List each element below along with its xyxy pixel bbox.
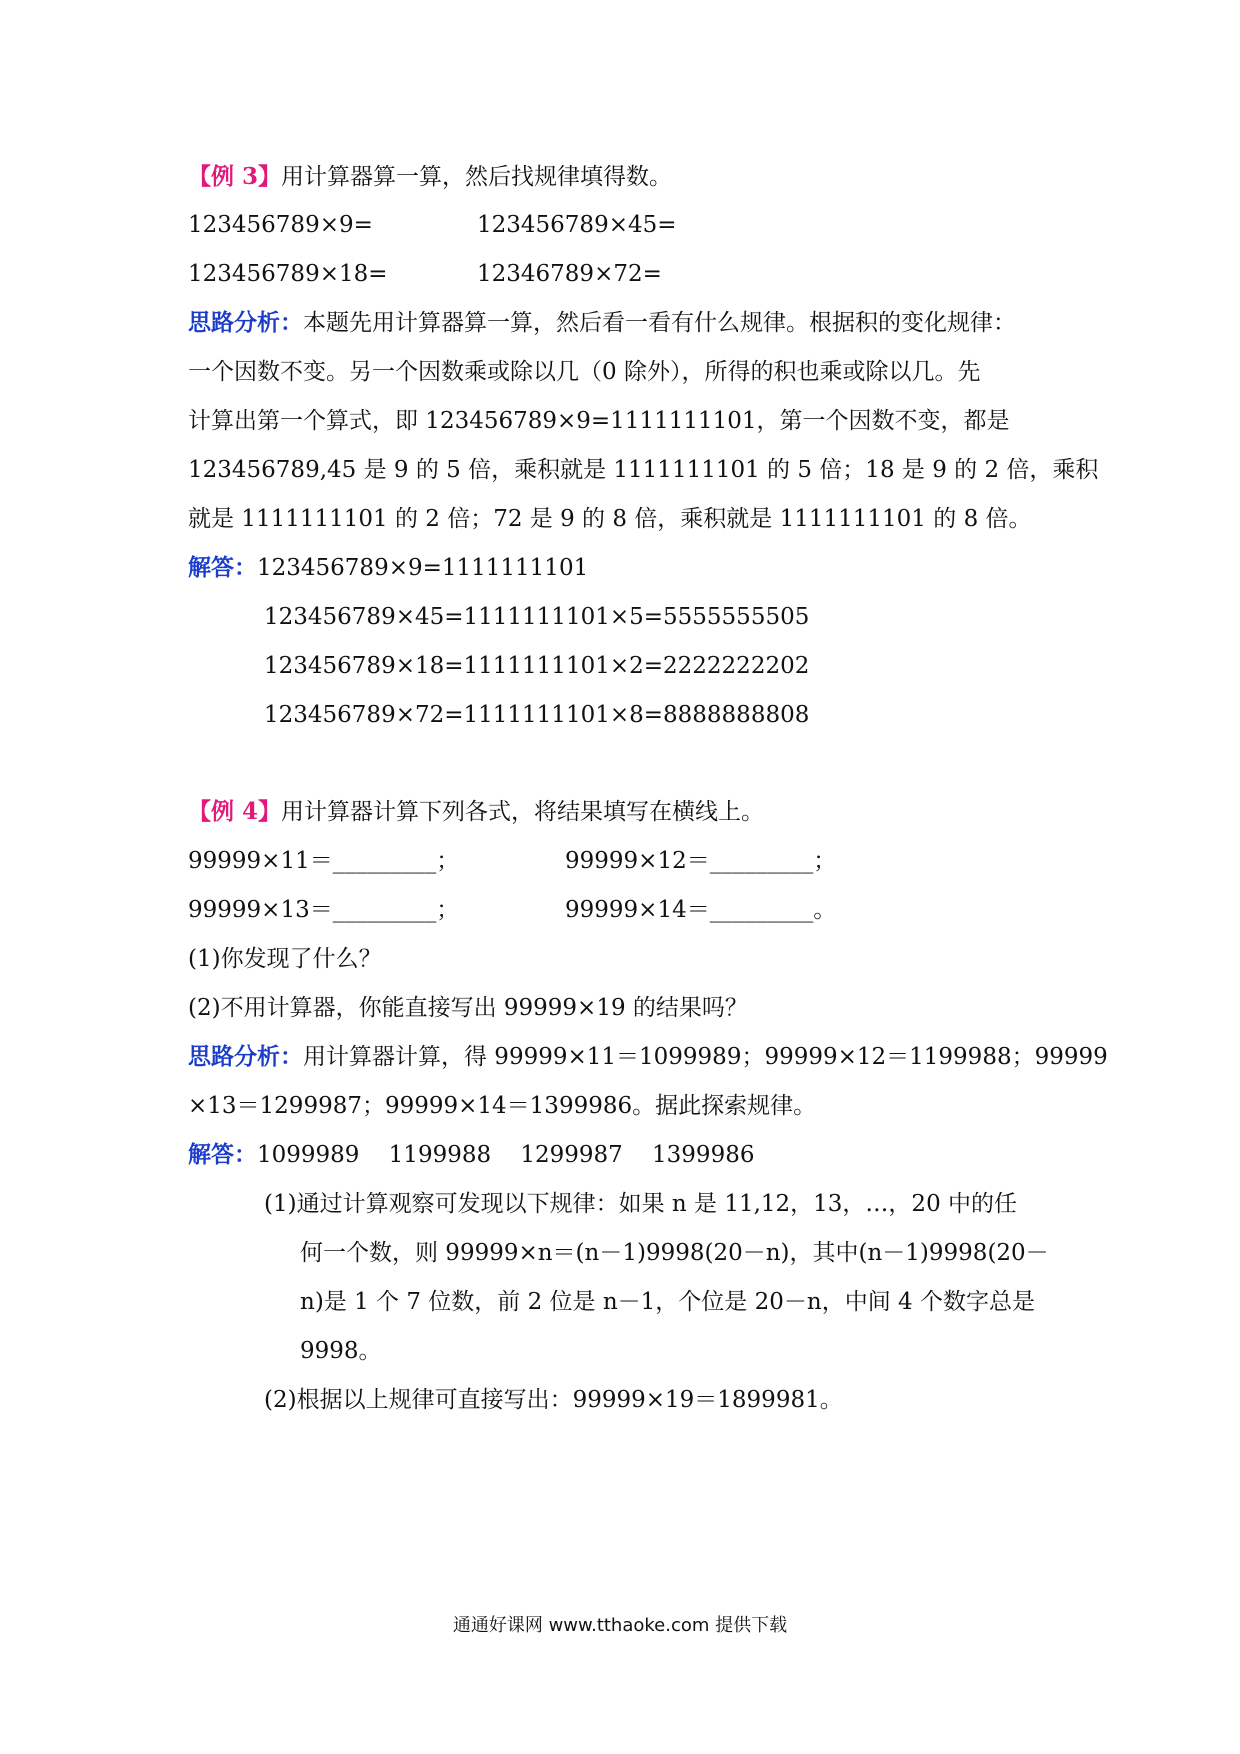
analysis-label: 思路分析： bbox=[188, 309, 303, 336]
example-3-equation-3: 123456789×18= bbox=[188, 261, 388, 287]
example-4-equation-2: 99999×12＝_________； bbox=[565, 848, 837, 874]
analysis-text: 用计算器计算，得 99999×11＝1099989；99999×12＝1199988；99999 bbox=[303, 1044, 1108, 1070]
example-3-analysis-line-3: 计算出第一个算式，即 123456789×9=1111111101，第一个因数不变，都是 bbox=[188, 408, 1010, 434]
example-3-heading bbox=[188, 162, 672, 192]
example-4-heading bbox=[188, 797, 764, 827]
example-4-equation-1: 99999×11＝_________； bbox=[188, 848, 460, 874]
example-4-analysis-line-2: ×13＝1299987；99999×14＝1399986。据此探索规律。 bbox=[188, 1093, 817, 1119]
example-3-answer-line-3: 123456789×18=1111111101×2=2222222202 bbox=[264, 653, 810, 679]
example-4-question-1: (1)你发现了什么？ bbox=[188, 946, 382, 972]
example-3-analysis-line-4: 123456789,45 是 9 的 5 倍，乘积就是 1111111101 的 5 倍；18 是 9 的 2 倍，乘积 bbox=[188, 457, 1099, 483]
example-4-tag: 【例 4】 bbox=[188, 798, 282, 825]
example-3-analysis-line-2: 一个因数不变。另一个因数乘或除以几（0 除外），所得的积也乘或除以几。先 bbox=[188, 359, 981, 385]
example-4-equation-3: 99999×13＝_________； bbox=[188, 897, 460, 923]
example-3-title: 用计算器算一算，然后找规律填得数。 bbox=[281, 164, 673, 190]
example-3-equation-2: 123456789×45= bbox=[477, 212, 677, 238]
example-3-answer-line-1 bbox=[188, 553, 588, 583]
page-footer: 通通好课网 www.tthaoke.com 提供下载 bbox=[452, 1615, 788, 1636]
example-4-answer-part1-line-3: n)是 1 个 7 位数，前 2 位是 n－1，个位是 20－n，中间 4 个数字总是 bbox=[300, 1289, 1035, 1315]
example-3-analysis-line-5: 就是 1111111101 的 2 倍；72 是 9 的 8 倍，乘积就是 1111111101 的 8 倍。 bbox=[188, 506, 1032, 532]
example-3-equation-1: 123456789×9= bbox=[188, 212, 373, 238]
example-3-answer-line-4: 123456789×72=1111111101×8=8888888808 bbox=[264, 702, 810, 728]
analysis-label: 思路分析： bbox=[188, 1043, 303, 1070]
answer-label: 解答： bbox=[188, 554, 257, 581]
example-4-answer-part2: (2)根据以上规律可直接写出：99999×19＝1899981。 bbox=[264, 1387, 843, 1413]
example-4-answer-part1-line-2: 何一个数，则 99999×n＝(n－1)9998(20－n)，其中(n－1)9998(20－ bbox=[300, 1240, 1049, 1266]
example-4-answer-part1-line-4: 9998。 bbox=[300, 1338, 382, 1364]
answer-label: 解答： bbox=[188, 1141, 257, 1168]
example-4-question-2: (2)不用计算器，你能直接写出 99999×19 的结果吗？ bbox=[188, 995, 748, 1021]
analysis-text: 本题先用计算器算一算，然后看一看有什么规律。根据积的变化规律： bbox=[303, 310, 1016, 336]
example-4-answer-line bbox=[188, 1140, 754, 1170]
example-3-analysis-line-1 bbox=[188, 308, 1016, 338]
answer-text: 123456789×9=1111111101 bbox=[257, 555, 589, 581]
example-4-equation-4: 99999×14＝_________。 bbox=[565, 897, 837, 923]
example-3-answer-line-2: 123456789×45=1111111101×5=5555555505 bbox=[264, 604, 810, 630]
example-3-equation-4: 12346789×72= bbox=[477, 261, 662, 287]
example-4-answer-part1-line-1: (1)通过计算观察可发现以下规律：如果 n 是 11,12，13，…，20 中的任 bbox=[264, 1191, 1018, 1217]
example-3-tag: 【例 3】 bbox=[188, 163, 282, 190]
answer-text: 1099989 1199988 1299987 1399986 bbox=[257, 1142, 755, 1168]
example-4-analysis-line-1 bbox=[188, 1042, 1108, 1072]
example-4-title: 用计算器计算下列各式，将结果填写在横线上。 bbox=[281, 799, 765, 825]
